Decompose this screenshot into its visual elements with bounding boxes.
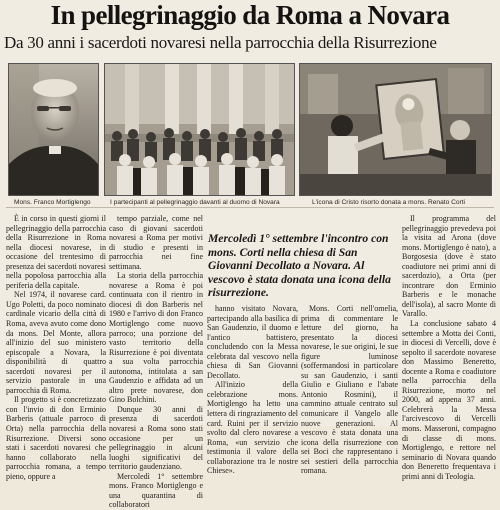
paragraph: All'inizio della celebrazione mons. Mortiglengo ha letto una lettera di ringraziamento del card. Ruini per il servizio svolto dal clero novarese a Roma, «un servizio che testimonia il valore della collaborazione tra le nostre Chiese». bbox=[207, 380, 298, 476]
article-column-3 bbox=[207, 304, 298, 476]
group-image bbox=[105, 64, 294, 195]
paragraph: Il progetto si è concretizzato con l'invio di don Erminio Barberis (attuale parroco di Orta) nella parrocchia della Risurrezione. Diversi sono stati i sacerdoti novaresi che hanno collaborato nella parrocchia romana, a tempo pieno, oppure a bbox=[6, 395, 106, 481]
caption-icon: L'icona di Cristo risorto donata a mons. Renato Corti bbox=[312, 199, 465, 206]
article-column-2 bbox=[109, 214, 203, 510]
article-column-5 bbox=[402, 214, 496, 481]
paragraph: La storia della parrocchia novarese a Roma è poi continuata con il rientro in diocesi di don Barberis nel 1980 e l'arrivo di don Franco Mortiglengo come nuovo parroco; una porzione del vasto territorio della Risurrezione è poi diventata a sua volta parrocchia autonoma, intitolata a san Gaudenzio e affidata ad un altro prete novarese, don Gino Bolchini. bbox=[109, 271, 203, 405]
caption-portrait: Mons. Franco Mortiglengo bbox=[14, 199, 91, 206]
paragraph: Mons. Corti nell'omelia, prima di commentare le letture del giorno, ha presentato la diocesi novarese, le sue origini, le sue figure luminose (soffermandosi in particolare su san Gaudenzio, i santi Giulio e Giuliano e l'abate Antonio Rosmini), il cammino attuale centrato sul comunicare il Vangelo alle nuove generazioni. Al vescovo è stata donata una icona della risurrezione con sei Boci che rappresentano i sei sestieri della parrocchia romana. bbox=[301, 304, 398, 476]
paragraph: È in corso in questi giorni il pellegrinaggio della parrocchia della Risurrezione in Roma nella diocesi novarese, in occasione del trentesimo di presenza dei sacerdoti novaresi nella popolosa parrocchia alla periferia della capitale. bbox=[6, 214, 106, 290]
portrait-image bbox=[9, 64, 98, 195]
photo-icon-donation bbox=[299, 63, 492, 196]
paragraph: La conclusione sabato 4 settembre a Motta dei Conti, in diocesi di Vercelli, dove è sepolto il sacerdote novarese don Massimo Beneretto, docente a Roma e coadiutore nella parrocchia della Risurrezione, morto nel 2000, ad appena 37 anni. Celebrerà la Messa l'arcivescovo di Vercelli mons. Masseroni, compagno di classe di mons. Mortiglengo, e rettore nel seminario di Novara quando don Beneretto frequentava i primi anni di Teologia. bbox=[402, 319, 496, 481]
article-column-4 bbox=[301, 304, 398, 476]
pull-quote: Mercoledì 1° settembre l'incontro con mons. Corti nella chiesa di San Giovanni Decollato a Novara. Al vescovo è stata donata una icona della risurrezione. bbox=[208, 232, 391, 300]
photo-portrait bbox=[8, 63, 99, 196]
paragraph: Dunque 30 anni di presenza di sacerdoti novaresi a Roma sono stati occasione per un pellegrinaggio in alcuni luoghi significativi del territorio gaudenziano. bbox=[109, 404, 203, 472]
photo-group bbox=[104, 63, 295, 196]
caption-group: I partecipanti al pellegrinaggio davanti al duomo di Novara bbox=[110, 199, 280, 206]
paragraph: Il programma del pellegrinaggio prevedeva poi la visita ad Arona (dove mons. Mortiglengo è nato), a Borgosesia (dove è stato coadiutore nei primi anni di sacerdozio), a Orta (per incontrare don Erminio Barberis e le monache dell'isola), al sacro Monte di Varallo. bbox=[402, 214, 496, 319]
subheadline: Da 30 anni i sacerdoti novaresi nella parrocchia della Risurrezione bbox=[4, 33, 437, 52]
paragraph: Nel 1974, il novarese card. Ugo Poletti, da poco nominato cardinale vicario della città di Roma, aveva avuto come dono da mons. Del Monte, allora all'inizio del suo ministero episcopale a Novara, la disponibilità di quattro sacerdoti novaresi per il servizio pastorale in una parrocchia di Roma. bbox=[6, 290, 106, 395]
article-column-1 bbox=[6, 214, 106, 481]
paragraph: hanno visitato Novara, partecipando alla basilica di San Gaudenzio, il duomo e l'antico battistero, concludendo con la Messa celebrata dal vescovo nella chiesa di San Giovanni Decollato. bbox=[207, 304, 298, 380]
icon-donation-image bbox=[300, 64, 491, 195]
paragraph: tempo parziale, come nel caso di giovani sacerdoti novaresi a Roma per motivi di studio e presenti in parrocchia nei fine settimana. bbox=[109, 214, 203, 271]
headline: In pellegrinaggio da Roma a Novara bbox=[50, 0, 450, 30]
paragraph: Mercoledì 1° settembre mons. Franco Mortiglengo e una quarantina di collaboratori bbox=[109, 471, 203, 510]
divider bbox=[6, 207, 494, 208]
